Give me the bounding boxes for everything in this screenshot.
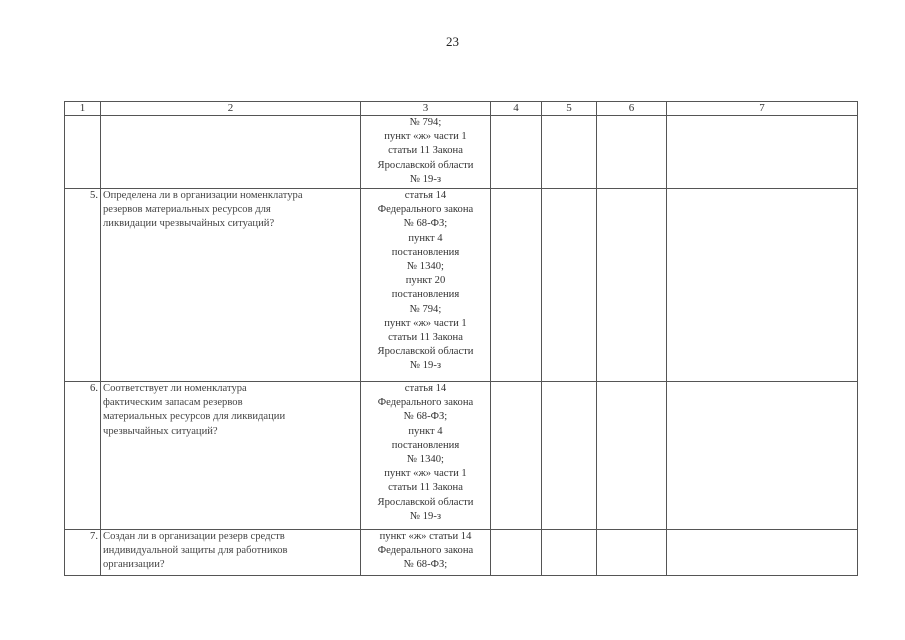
legal-basis-cell — [361, 530, 491, 576]
answer-cell — [491, 382, 542, 530]
legal-basis-line: Ярославской области — [377, 346, 474, 358]
row-number — [65, 116, 101, 189]
inspection-table — [64, 101, 858, 576]
question-cell — [101, 382, 361, 530]
legal-basis-line: постановления — [391, 439, 460, 451]
page-number: 23 — [446, 34, 459, 49]
legal-basis-line: Федерального закона — [377, 545, 474, 557]
legal-basis-line: № 1340; — [407, 454, 444, 466]
legal-basis-line: пункт «ж» статьи 14 — [379, 531, 472, 542]
question-line: Создан ли в организации резерв средств — [103, 531, 285, 542]
row-number: 5. — [65, 189, 101, 382]
question-line: фактическим запасам резервов — [103, 397, 243, 409]
legal-basis-line: пункт 4 — [408, 232, 443, 244]
legal-basis-line: постановления — [391, 246, 460, 258]
legal-basis-cell — [361, 189, 491, 382]
legal-basis-line: Федерального закона — [377, 204, 474, 216]
notes-cell — [667, 382, 858, 530]
legal-basis-line: № 794; — [409, 303, 442, 315]
answer-cell — [542, 530, 597, 576]
question-line: резервов материальных ресурсов для — [103, 204, 271, 216]
question-line: Соответствует ли номенклатура — [103, 383, 247, 394]
legal-basis-line: пункт 20 — [405, 275, 446, 287]
question-line: чрезвычайных ситуаций? — [103, 425, 218, 437]
legal-basis-line: статьи 11 Закона — [388, 332, 463, 344]
legal-basis-line: пункт 4 — [408, 425, 443, 437]
notes-cell — [667, 189, 858, 382]
legal-basis-line: № 19-з — [409, 510, 442, 522]
column-header: 5 — [542, 102, 597, 116]
legal-basis-line: статья 14 — [404, 383, 447, 394]
legal-basis-line: № 68-ФЗ; — [403, 411, 448, 423]
legal-basis-line: статьи 11 Закона — [388, 145, 463, 157]
answer-cell — [542, 382, 597, 530]
header-row — [65, 102, 858, 116]
legal-basis-line: Ярославской области — [377, 496, 474, 508]
question-line: индивидуальной защиты для работников — [103, 545, 288, 557]
legal-basis-line: Федерального закона — [377, 397, 474, 409]
answer-cell — [542, 116, 597, 189]
column-header: 6 — [597, 102, 667, 116]
answer-cell — [597, 116, 667, 189]
column-header: 4 — [491, 102, 542, 116]
question-line: ликвидации чрезвычайных ситуаций? — [103, 218, 275, 230]
column-header: 7 — [667, 102, 858, 116]
question-cell — [101, 116, 361, 189]
answer-cell — [491, 116, 542, 189]
answer-cell — [597, 189, 667, 382]
legal-basis-line: № 68-ФЗ; — [403, 218, 448, 230]
legal-basis-line: пункт «ж» части 1 — [384, 317, 467, 329]
answer-cell — [597, 530, 667, 576]
column-header: 3 — [361, 102, 491, 116]
notes-cell — [667, 116, 858, 189]
table-row — [65, 189, 858, 382]
answer-cell — [542, 189, 597, 382]
table-row — [65, 382, 858, 530]
legal-basis-line: пункт «ж» части 1 — [384, 468, 467, 480]
legal-basis-line: № 68-ФЗ; — [403, 559, 448, 571]
answer-cell — [491, 189, 542, 382]
question-line: материальных ресурсов для ликвидации — [103, 411, 286, 423]
legal-basis-line: Ярославской области — [377, 159, 474, 171]
legal-basis-cell — [361, 116, 491, 189]
table-row — [65, 530, 858, 576]
column-header: 1 — [65, 102, 101, 116]
legal-basis-line: постановления — [391, 289, 460, 301]
table-row — [65, 116, 858, 189]
legal-basis-line: пункт «ж» части 1 — [384, 131, 467, 143]
question-line: Определена ли в организации номенклатура — [103, 190, 303, 201]
legal-basis-cell — [361, 382, 491, 530]
question-cell — [101, 189, 361, 382]
legal-basis-line: статьи 11 Закона — [388, 482, 463, 494]
question-cell — [101, 530, 361, 576]
legal-basis-line: № 19-з — [409, 360, 442, 372]
answer-cell — [491, 530, 542, 576]
legal-basis-line: № 1340; — [407, 261, 444, 273]
column-header: 2 — [101, 102, 361, 116]
legal-basis-line: № 19-з — [409, 173, 442, 185]
question-line: организации? — [103, 559, 165, 571]
legal-basis-line: № 794; — [409, 117, 442, 128]
row-number: 7. — [65, 530, 101, 576]
row-number: 6. — [65, 382, 101, 530]
legal-basis-line: статья 14 — [404, 190, 447, 201]
answer-cell — [597, 382, 667, 530]
notes-cell — [667, 530, 858, 576]
